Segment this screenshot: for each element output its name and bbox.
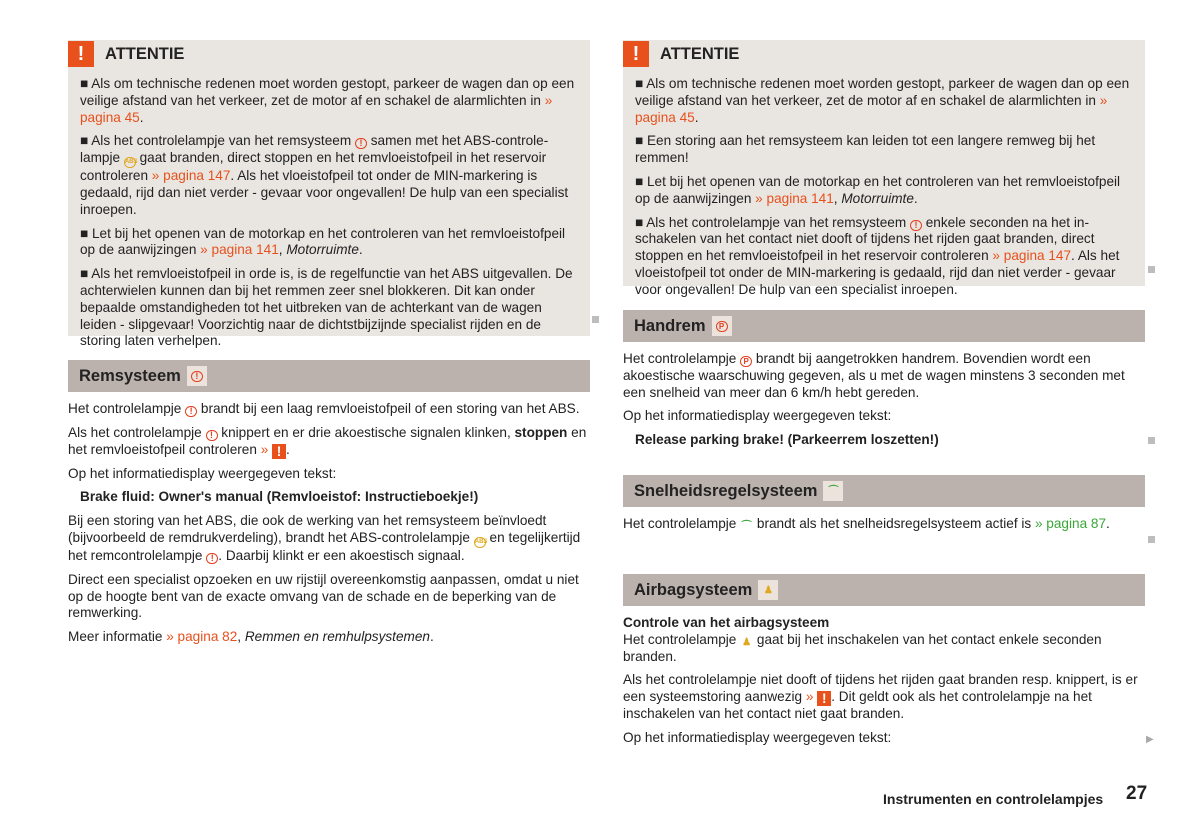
page-link[interactable]: » pagina 141 (200, 242, 279, 258)
text: Op het informatiedisplay weergegeven tekst: (623, 408, 892, 424)
text: knippert en er drie akoestische signalen klinken, (217, 424, 515, 440)
paragraph (623, 730, 1145, 747)
paragraph (635, 174, 1133, 208)
paragraph (635, 133, 1133, 167)
paragraph (68, 572, 590, 622)
section-title: Remsysteem (79, 366, 181, 385)
section-title: Airbagsysteem (634, 580, 753, 599)
page-link[interactable]: » pagina 147 (151, 168, 231, 184)
paragraph (68, 489, 590, 506)
continue-icon: ▶ (1146, 734, 1154, 745)
text: . (913, 190, 918, 206)
paragraph (623, 632, 1145, 666)
text: , (278, 242, 287, 258)
text: Als om technische redenen moet worden gestopt, parkeer de wagen dan op een veilige afstand van het verkeer, zet de motor af en schakel de alarmlichten in (635, 76, 1130, 108)
brake-warning-icon: ! (185, 406, 197, 417)
bullet-icon: ■ (80, 76, 89, 91)
airbag-icon: ♟ (742, 636, 752, 648)
text: Op het informatiedisplay weergegeven tekst: (623, 729, 892, 745)
brake-warning-icon: ! (206, 553, 218, 564)
text: Het controlelampje (623, 516, 741, 531)
paragraph (68, 401, 590, 418)
text: samen met het ABS-controlelampje (80, 133, 549, 166)
text: Het controlelampje (623, 631, 741, 647)
text: . (429, 629, 434, 645)
bullet-icon: ■ (635, 133, 644, 149)
text: . (358, 242, 363, 258)
section-end-marker (1148, 266, 1155, 273)
text: Het controlelampje (68, 401, 186, 416)
page-link[interactable]: » pagina 45 (635, 92, 1108, 125)
warning-box-right (623, 40, 1145, 297)
text: Op het informatiedisplay weergegeven tekst: (68, 465, 337, 481)
page-link[interactable]: » (805, 689, 818, 705)
text: Als om technische redenen moet worden gestopt, parkeer de wagen dan op een veilige afstand van het verkeer, zet de motor af en schakel de alarmlichten in (80, 76, 575, 108)
paragraph (623, 672, 1145, 723)
parking-brake-icon: P (740, 356, 752, 367)
subsection-title: Controle van het airbagsysteem (623, 615, 830, 630)
paragraph (623, 432, 1145, 449)
paragraph (80, 133, 578, 218)
page-link[interactable]: » pagina 45 (80, 92, 553, 125)
warning-icon: ! (272, 444, 286, 459)
warning-icon: ! (623, 41, 649, 67)
display-message: Brake fluid: Owner's manual (Remvloeistof: Instructieboekje!) (80, 489, 479, 505)
page-link[interactable]: » pagina 147 (992, 248, 1072, 264)
section-end-marker (592, 316, 599, 323)
bullet-icon: ■ (635, 214, 644, 230)
text: Als het controlelampje van het remsysteem (88, 133, 355, 149)
text: brandt bij aangetrokken handrem. Bovendien wordt een akoestische waarschuwing gegeven, als u met de wagen minstens 3 seconden met een snelheid van meer dan 6 km/h hebt gereden. (623, 351, 1125, 400)
paragraph (80, 266, 578, 350)
italic-text: Motorruimte (841, 190, 914, 206)
text: . Als het vloeistofpeil tot onder de MIN-markering is gedaald, rijd dan niet verder - gevaar voor ongevallen! De hulp van een specialist inroepen. (635, 248, 1120, 297)
text: Let bij het openen van de motorkap en het controleren van het remvloeistofpeil op de aanwijzingen (80, 225, 566, 258)
text: Het controlelampje (623, 351, 741, 366)
text: Als het remvloeistofpeil in orde is, is de regelfunctie van het ABS uitgevallen. De achterwielen kunnen dan bij het remmen zeer snel blokkeren. Dit kan onder bepaalde omstandigheden tot het uitbreken van de achterkant van de wagen leiden - slipgevaar! Voorzichtig naar de dichtstbijzijnde specialist rijden en de storing laten verhelpen. (80, 266, 573, 349)
cruise-control-icon: ⌒ (741, 521, 752, 532)
brake-warning-icon: ! (187, 366, 207, 386)
page-number: 27 (1126, 783, 1148, 804)
chapter-title: Instrumenten en controlelampjes (883, 791, 1104, 807)
bullet-icon: ■ (635, 76, 644, 91)
text: gaat branden, direct stoppen en het remvloeistofpeil in het reservoir controleren (80, 150, 547, 184)
text: brandt bij een laag remvloeistofpeil of een storing van het ABS. (197, 401, 580, 416)
section-end-marker (1148, 437, 1155, 444)
section-cruise (623, 475, 1145, 540)
section-remsysteem (68, 360, 590, 653)
text: . (286, 441, 290, 457)
warning-icon: ! (68, 41, 94, 67)
section-title: Handrem (634, 316, 706, 335)
abs-icon: ABS (124, 157, 136, 168)
text: . Dit geldt ook als het controlelampje na het inschakelen van het contact niet gaat branden. (623, 689, 1092, 722)
display-message: Release parking brake! (Parkeerrem loszetten!) (635, 432, 939, 448)
text: Als het controlelampje van het remsysteem (643, 214, 910, 230)
airbag-icon: ♟ (758, 580, 778, 600)
paragraph (635, 215, 1133, 299)
brake-warning-icon: ! (910, 220, 922, 231)
paragraph (68, 466, 590, 483)
text: Meer informatie (68, 629, 167, 645)
paragraph (80, 226, 578, 260)
paragraph (68, 513, 590, 565)
cruise-control-icon: ⌒ (823, 481, 843, 501)
text: . (694, 109, 699, 125)
section-airbag (623, 574, 1145, 754)
page-link[interactable]: » pagina 87 (1034, 516, 1107, 531)
page-link[interactable]: » pagina 82 (166, 629, 238, 645)
warning-title: ATTENTIE (105, 44, 185, 63)
abs-icon: ABS (474, 537, 486, 548)
warning-icon: ! (817, 691, 831, 706)
page-link[interactable]: » pagina 141 (755, 190, 834, 206)
parking-brake-icon: P (712, 316, 732, 336)
text: en tegelijkertijd het remcontrolelampje (68, 529, 581, 563)
brake-warning-icon: ! (206, 430, 218, 441)
text: enkele seconden na het inschakelen van het contact niet dooft of tijdens het rijden gaat branden, direct stoppen en het remvloeistofpeil in het reservoir controleren (635, 214, 1095, 264)
text: en het remvloeistofpeil controleren (68, 424, 587, 457)
text: gaat bij het inschakelen van het contact enkele seconden branden. (623, 631, 1102, 664)
text: Als het controlelampje (68, 424, 206, 440)
paragraph (635, 76, 1133, 126)
paragraph (68, 425, 590, 459)
text: Bij een storing van het ABS, die ook de werking van het remsysteem beïnvloedt (bijvoorbeeld de remdrukverdeling), brandt het ABS-controlelampje (68, 513, 547, 545)
text: . (1106, 516, 1110, 531)
bullet-icon: ■ (80, 266, 89, 282)
text: . Daarbij klinkt er een akoestisch signaal. (218, 547, 465, 563)
text: , (833, 190, 842, 206)
page-link[interactable]: » (260, 441, 273, 457)
section-handrem (623, 310, 1145, 456)
warning-box-left (68, 40, 590, 349)
section-header (68, 360, 590, 392)
section-title: Snelheidsregelsysteem (634, 481, 818, 500)
bullet-icon: ■ (80, 225, 89, 241)
text: . Als het vloeistofpeil tot onder de MIN-markering is gedaald, rijd dan niet verder - gevaar voor ongevallen! De hulp van een specialist inroepen. (80, 168, 569, 217)
section-end-marker (1148, 536, 1155, 543)
bold-text: stoppen (514, 424, 568, 440)
warning-title: ATTENTIE (660, 44, 740, 63)
text: Een storing aan het remsysteem kan leiden tot een langere remweg bij het remmen! (635, 133, 1096, 166)
text: Let bij het openen van de motorkap en het controleren van het remvloeistofpeil op de aanwijzingen (635, 173, 1121, 206)
text: . (139, 109, 144, 125)
paragraph (80, 76, 578, 126)
text: Direct een specialist opzoeken en uw rijstijl overeenkomstig aanpassen, omdat u niet op de hoogte bent van de exacte omvang van de schade en de beperking van de remwerking. (68, 571, 579, 621)
bullet-icon: ■ (635, 173, 644, 189)
text: , (237, 629, 245, 645)
italic-text: Remmen en remhulpsystemen (244, 629, 430, 645)
paragraph (623, 516, 1145, 533)
text: brandt als het snelheidsregelsysteem actief is (753, 516, 1035, 531)
text: Als het controlelampje niet dooft of tijdens het rijden gaat branden resp. knippert, is er een systeemstoring aanwezig (623, 672, 1138, 705)
paragraph (68, 629, 590, 646)
paragraph (623, 408, 1145, 425)
brake-warning-icon: ! (355, 138, 367, 149)
bullet-icon: ■ (80, 133, 89, 149)
italic-text: Motorruimte (286, 242, 359, 258)
paragraph (623, 351, 1145, 401)
